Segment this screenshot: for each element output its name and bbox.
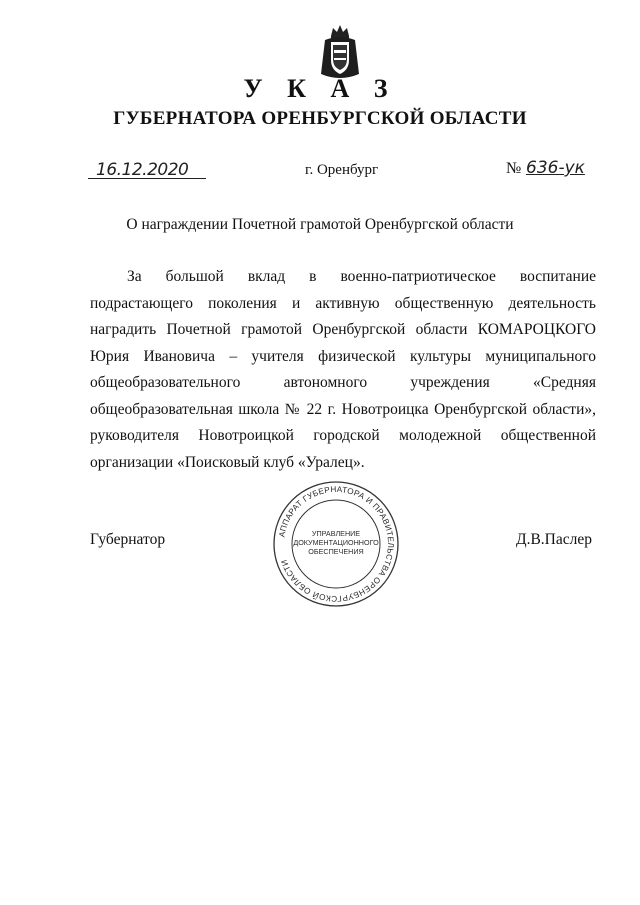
document-type-title: У К А З — [243, 74, 397, 103]
stamp-line-3: ОБЕСПЕЧЕНИЯ — [308, 547, 364, 556]
signatory-name: Д.В.Паслер — [516, 531, 592, 548]
stamp-line-1: УПРАВЛЕНИЕ — [311, 529, 361, 538]
date-value: 16.12.2020 — [96, 160, 189, 180]
coat-of-arms-icon — [317, 22, 363, 80]
document-number — [506, 158, 586, 182]
date-underline — [88, 178, 206, 179]
number-sign: № — [506, 160, 522, 177]
document-date — [88, 160, 206, 182]
number-value: 636-ук — [526, 158, 585, 178]
signatory-position: Губернатор — [90, 531, 166, 548]
document-subject: О награждении Почетной грамотой Оренбургской области — [126, 216, 514, 233]
document-body: За большой вклад в военно-патриотическое воспитание подрастающего поколения и активную общественную деятельность наградить Почетной грамотой Оренбургской области КОМАРОЦКОГО Юрия Ивановича – учителя физической культуры муниципального общеобразовательного автономного учреждения «Средняя общеобразовательная школа № 22 г. Новотроицка Оренбургской области», руководителя Новотроицкой городской молодежной общественной организации «Поисковый клуб «Уралец». — [90, 268, 596, 471]
stamp-ring-text: АППАРАТ ГУБЕРНАТОРА И ПРАВИТЕЛЬСТВА ОРЕНБУРГСКОЙ ОБЛАСТИ — [277, 484, 396, 604]
document-city: г. Оренбург — [305, 162, 379, 178]
stamp-line-2: ДОКУМЕНТАЦИОННОГО — [293, 538, 379, 547]
issuer-title: ГУБЕРНАТОРА ОРЕНБУРГСКОЙ ОБЛАСТИ — [113, 108, 527, 129]
official-stamp — [272, 480, 400, 608]
